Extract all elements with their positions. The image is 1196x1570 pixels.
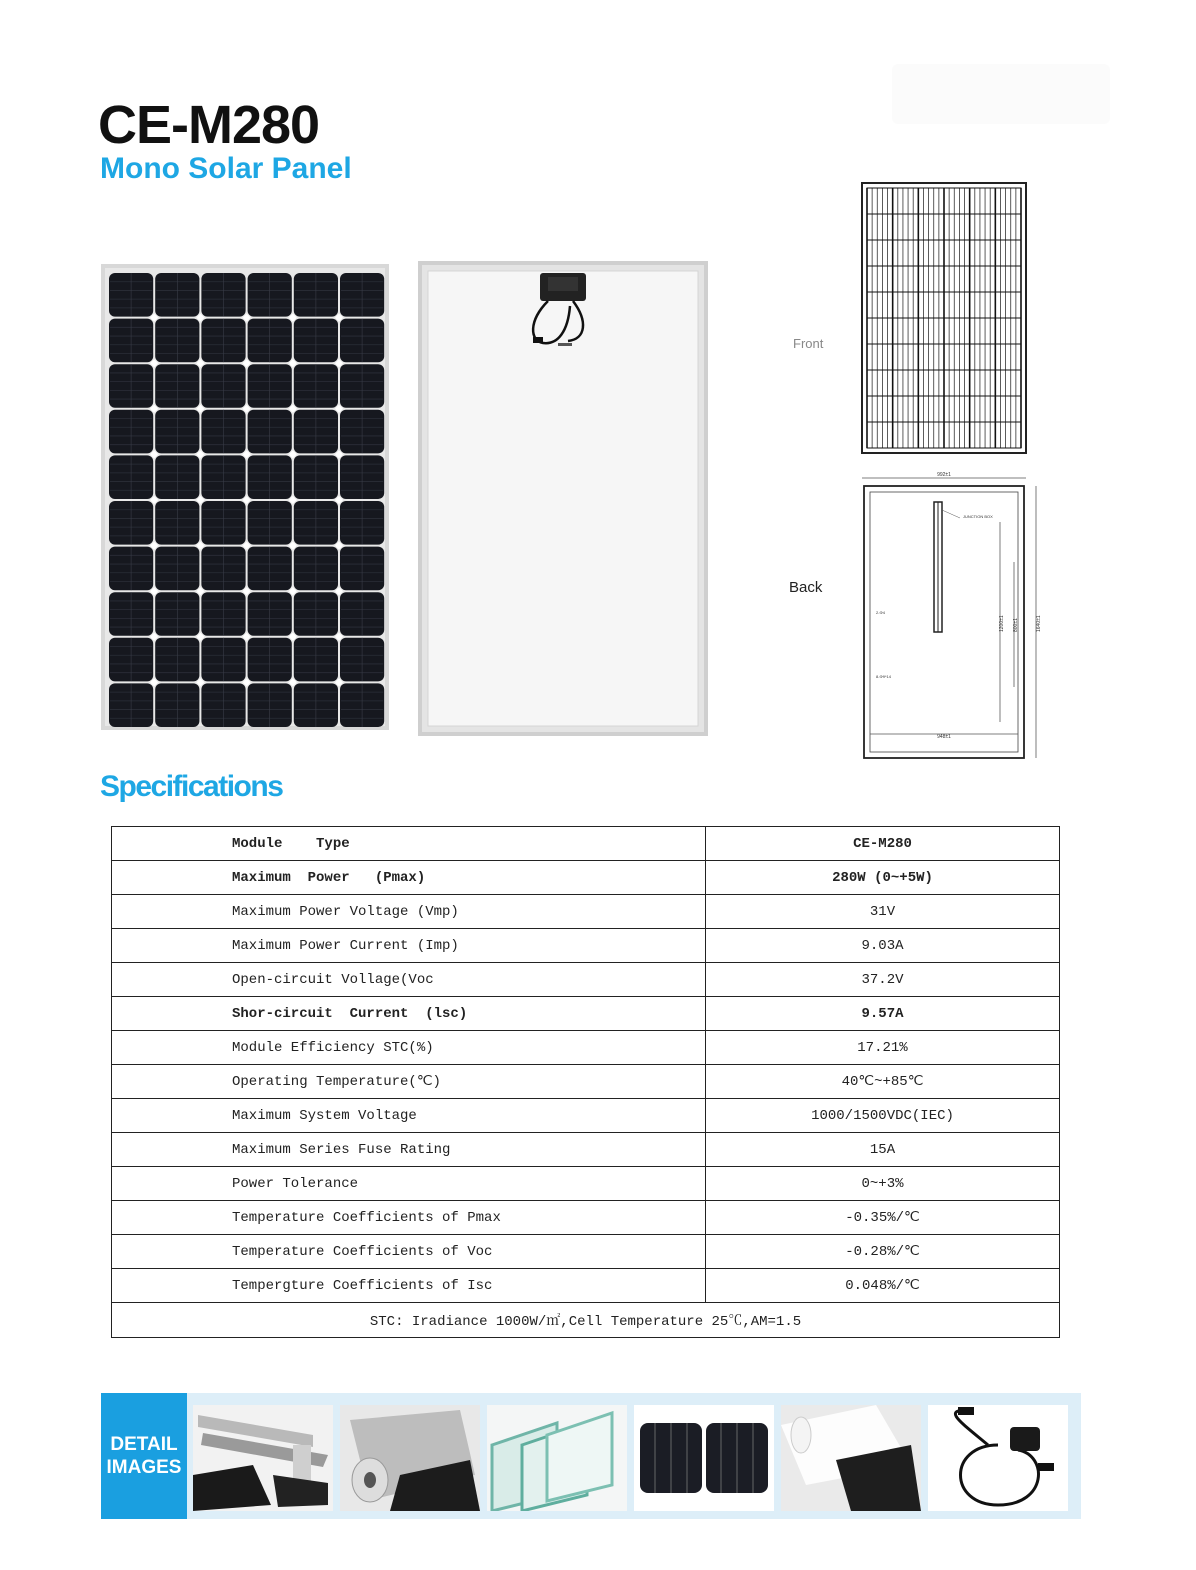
spec-label: Operating Temperature(℃) xyxy=(112,1065,706,1099)
spec-label: Maximum Power Current (Imp) xyxy=(112,929,706,963)
back-drawing xyxy=(850,462,1048,766)
spec-row xyxy=(112,997,1060,1031)
backsheet-roll-image xyxy=(340,1405,480,1511)
spec-value: 0.048%/℃ xyxy=(706,1269,1060,1303)
spec-row xyxy=(112,929,1060,963)
spec-value: -0.28%/℃ xyxy=(706,1235,1060,1269)
junction-box-label: JUNCTION BOX xyxy=(963,514,993,519)
spec-label: Module Efficiency STC(%) xyxy=(112,1031,706,1065)
back-label: Back xyxy=(789,579,823,596)
spec-value: -0.35%/℃ xyxy=(706,1201,1060,1235)
spec-value: 37.2V xyxy=(706,963,1060,997)
spec-label: Maximum Series Fuse Rating xyxy=(112,1133,706,1167)
spec-value: 9.03A xyxy=(706,929,1060,963)
hole-label-1: 2-Φ4 xyxy=(876,610,885,615)
spec-label: Power Tolerance xyxy=(112,1167,706,1201)
spec-row xyxy=(112,1269,1060,1303)
spec-row xyxy=(112,1167,1060,1201)
product-subtitle: Mono Solar Panel xyxy=(100,152,352,185)
spec-row xyxy=(112,1099,1060,1133)
spec-row xyxy=(112,1235,1060,1269)
spec-label: Module Type xyxy=(112,827,706,861)
spec-label: Temperature Coefficients of Pmax xyxy=(112,1201,706,1235)
spec-label: Maximum Power (Pmax) xyxy=(112,861,706,895)
spec-label: Open-circuit Vollage(Voc xyxy=(112,963,706,997)
solar-cell-image xyxy=(634,1405,774,1511)
junction-box-image xyxy=(928,1405,1068,1511)
panel-front-photo xyxy=(101,264,389,730)
spec-label: Maximum Power Voltage (Vmp) xyxy=(112,895,706,929)
front-drawing xyxy=(861,182,1027,454)
spec-row xyxy=(112,963,1060,997)
glass-image xyxy=(487,1405,627,1511)
spec-value: CE-M280 xyxy=(706,827,1060,861)
spec-value: 17.21% xyxy=(706,1031,1060,1065)
spec-value: 0~+3% xyxy=(706,1167,1060,1201)
aluminium-frame-image xyxy=(193,1405,333,1511)
spec-row xyxy=(112,895,1060,929)
spec-label: Shor-circuit Current (lsc) xyxy=(112,997,706,1031)
spec-row xyxy=(112,1201,1060,1235)
spec-value: 280W (0~+5W) xyxy=(706,861,1060,895)
spec-value: 9.57A xyxy=(706,997,1060,1031)
spec-value: 15A xyxy=(706,1133,1060,1167)
front-label: Front xyxy=(793,336,824,351)
detail-images-label: DETAIL IMAGES xyxy=(101,1393,187,1519)
dim-1640: 1640±1 xyxy=(1036,615,1042,632)
panel-back-photo xyxy=(418,261,708,736)
hole-label-2: 8-Φ9*14 xyxy=(876,674,891,679)
dim-width-top: 992±1 xyxy=(937,472,951,478)
spec-row xyxy=(112,1031,1060,1065)
specifications-table xyxy=(111,826,1060,1338)
eva-film-image xyxy=(781,1405,921,1511)
spec-value: 40℃~+85℃ xyxy=(706,1065,1060,1099)
spec-row xyxy=(112,827,1060,861)
spec-label: Temperature Coefficients of Voc xyxy=(112,1235,706,1269)
logo-area xyxy=(892,64,1110,124)
spec-row xyxy=(112,861,1060,895)
spec-value: 31V xyxy=(706,895,1060,929)
dim-width-bottom: 948±1 xyxy=(937,734,951,740)
dim-1200: 1200±1 xyxy=(999,615,1005,632)
stc-note: STC: Iradiance 1000W/㎡,Cell Temperature 25℃,AM=1.5 xyxy=(112,1303,1060,1338)
spec-row xyxy=(112,1065,1060,1099)
spec-value: 1000/1500VDC(IEC) xyxy=(706,1099,1060,1133)
detail-images-strip xyxy=(101,1393,1081,1519)
spec-row xyxy=(112,1133,1060,1167)
product-title: CE-M280 xyxy=(98,95,320,155)
spec-note-row xyxy=(112,1303,1060,1338)
spec-label: Tempergture Coefficients of Isc xyxy=(112,1269,706,1303)
dim-800: 800±1 xyxy=(1013,618,1019,632)
spec-label: Maximum System Voltage xyxy=(112,1099,706,1133)
specifications-heading: Specifications xyxy=(100,770,283,803)
